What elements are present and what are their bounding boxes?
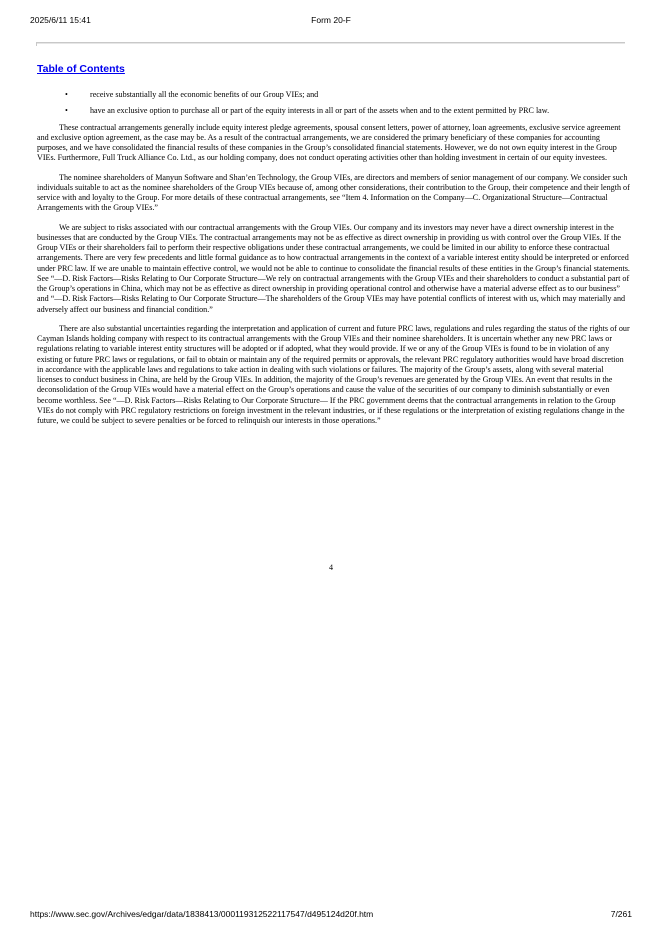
paragraph-contractual-risks: We are subject to risks associated with our contractual arrangements with the Group VIEs. Our company and its investors may never have a direct ownership interest in the businesses that are conducted by the Group VIEs. The contractual arrangements may not be as effective as direct ownership in providing us with control over the Group VIEs. If the Group VIEs or their shareholders fail to perform their respective obligations under these contractual arrangements, we could be limited in our ability to enforce these contractual arrangements. There are very few precedents and little formal guidance as to how contractual arrangements in the context of a variable interest entity should be interpreted or enforced under PRC law. If we are unable to maintain effective control, we would not be able to continue to consolidate the financial results of these entities in the Group’s financial statements. See “—D. Risk Factors—Risks Relating to Our Corporate Structure—We rely on contractual arrangements with the Group VIEs and their shareholders to conduct a substantial part of the Group’s operations in China, which may not be as effective as direct ownership in providing operational control and otherwise have a material adverse effect as to our business” and “—D. Risk Factors—Risks Relating to Our Corporate Structure—The shareholders of the Group VIEs may have potential conflicts of interest with us, which may materially and adversely affect our business and financial condition.”	[37, 222, 630, 314]
bullet-icon: •	[65, 90, 68, 99]
table-of-contents-link[interactable]: Table of Contents	[37, 63, 125, 75]
document-body	[37, 90, 631, 435]
header-divider	[37, 42, 625, 43]
header-divider-cap	[36, 42, 37, 46]
print-footer	[30, 909, 632, 923]
bullet-text: have an exclusive option to purchase all or part of the equity interests in all or part of the assets when and to the extent permitted by PRC law.	[90, 106, 550, 116]
print-url: https://www.sec.gov/Archives/edgar/data/1838413/000119312522117547/d495124d20f.htm	[30, 909, 374, 919]
bullet-icon: •	[65, 106, 68, 116]
print-datetime: 2025/6/11 15:41	[30, 15, 91, 25]
paragraph-nominee-shareholders: The nominee shareholders of Manyun Software and Shan’en Technology, the Group VIEs, are directors and members of senior management of our company. We consider such individuals suitable to act as the nominee shareholders of the Group VIEs because of, among other considerations, their contribution to the Group, their competence and their length of service with and loyalty to the Group. For more details of these contractual arrangements, see “Item 4. Information on the Company—C. Organizational Structure—Contractual Arrangements with the Group VIEs.”	[37, 172, 630, 213]
bullet-item	[37, 106, 631, 116]
page-number: 4	[328, 563, 334, 572]
paragraph-contractual-arrangements: These contractual arrangements generally include equity interest pledge agreements, spousal consent letters, power of attorney, loan agreements, exclusive service agreement and exclusive option agreement, as the case may be. As a result of the contractual arrangements, we are considered the primary beneficiary of these companies for accounting purposes, and we have consolidated the financial results of these companies in the Group’s consolidated financial statements. However, we do not own equity interest in the Group VIEs. Furthermore, Full Truck Alliance Co. Ltd., as our holding company, does not conduct operating activities other than holding investment in certain of our equity investees.	[37, 122, 621, 163]
print-page-counter: 7/261	[610, 909, 632, 919]
paragraph-regulatory-uncertainties: There are also substantial uncertainties regarding the interpretation and application of current and future PRC laws, regulations and rules regarding the status of the rights of our Cayman Islands holding company with respect to its contractual arrangements with the Group VIEs and their nominee shareholders. It is uncertain whether any new PRC laws or regulations relating to variable interest entity structures will be adopted or if adopted, what they would provide. If we or any of the Group VIEs is found to be in violation of any existing or future PRC laws or regulations, or fail to obtain or maintain any of the required permits or approvals, the relevant PRC regulatory authorities would have broad discretion in accordance with the applicable laws and regulations to take action in dealing with such violations or failures. The majority of the Group’s assets, along with several material licenses to conduct business in China, are held by the Group VIEs. In addition, the majority of the Group’s revenues are generated by the Group VIEs. An event that results in the deconsolidation of the Group VIEs would have a material effect on the Group’s operations and cause the value of the securities of our company to diminish substantially or even become worthless. See “—D. Risk Factors—Risks Relating to Our Corporate Structure— If the PRC government deems that the contractual arrangements in relation to the Group VIEs do not comply with PRC regulatory restrictions on foreign investment in the relevant industries, or if these regulations or the interpretation of existing regulations change in the future, we could be subject to severe penalties or be forced to relinquish our interests in those operations.”	[37, 323, 630, 425]
bullet-item	[37, 90, 631, 100]
bullet-text: receive substantially all the economic benefits of our Group VIEs; and	[90, 90, 319, 99]
print-document-title: Form 20-F	[311, 15, 351, 25]
print-header	[30, 15, 632, 29]
